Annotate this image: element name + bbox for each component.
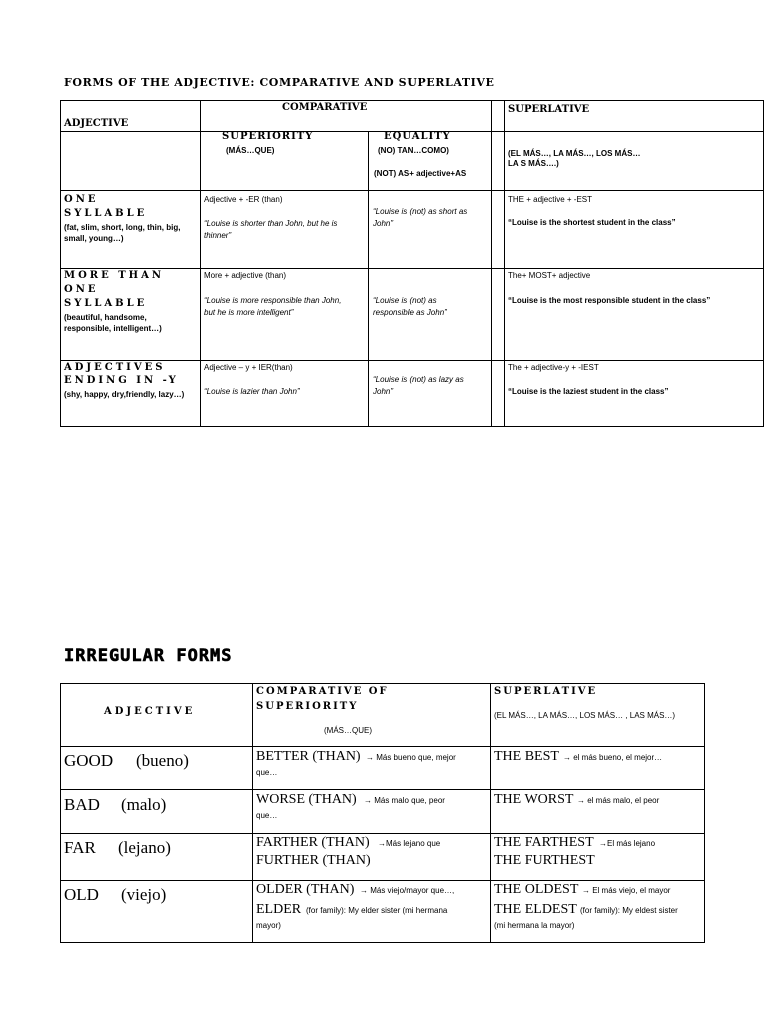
sup-farthest-es: →El más lejano	[599, 839, 656, 848]
irregular-col-comparative-es: (MÁS…QUE)	[324, 726, 372, 735]
comp-worse-es-2: que…	[256, 811, 278, 820]
adj-good: GOOD	[64, 751, 114, 770]
sup-eldest-es-2: (mi hermana la mayor)	[494, 921, 575, 930]
sup-eldest-es: (for family): My eldest sister	[580, 906, 678, 915]
row-ending-y-examples: (shy, happy, dry,friendly, lazy…)	[64, 390, 185, 399]
comp-worse-es: → Más malo que, peor	[364, 796, 445, 805]
adj-old-es: (viejo)	[121, 885, 167, 904]
adj-bad-es: (malo)	[121, 795, 167, 814]
row3-equality-example: “Louise is (not) as lazy as	[373, 375, 464, 384]
row-more-syllables-label-3: SYLLABLE	[64, 298, 148, 309]
row2-superlative-rule: The+ MOST+ adjective	[508, 271, 591, 280]
sup-eldest: THE ELDEST	[494, 902, 577, 917]
col-comparative-header: COMPARATIVE	[282, 102, 368, 113]
irregular-col-comparative: COMPARATIVE OF	[256, 686, 389, 697]
irregular-col-adjective: ADJECTIVE	[104, 706, 196, 717]
sup-best: THE BEST	[494, 749, 559, 764]
row2-equality-example: “Louise is (not) as	[373, 296, 437, 305]
row3-superlative-rule: The + adjective-y + -IEST	[508, 363, 599, 372]
row3-superiority-rule: Adjective – y + IER(than)	[204, 363, 293, 372]
row-one-syllable-examples: (fat, slim, short, long, thin, big, small, young…)	[64, 223, 181, 243]
page-title: FORMS OF THE ADJECTIVE: COMPARATIVE AND SUPERLATIVE	[64, 76, 495, 89]
row2-superiority-example: “Louise is more responsible than John,	[204, 296, 342, 305]
comp-farther: FARTHER (THAN)	[256, 835, 370, 850]
row3-superlative-example: “Louise is the laziest student in the class”	[508, 387, 669, 396]
row-more-syllables-label-2: ONE	[64, 284, 99, 295]
adj-far: FAR	[64, 838, 96, 857]
sup-best-es: → el más bueno, el mejor…	[563, 753, 663, 762]
equality-es: (NO) TAN…COMO)	[378, 146, 449, 155]
col-adjective-header: ADJECTIVE	[64, 118, 129, 129]
row2-equality-example-2: responsible as John”	[373, 308, 447, 317]
comp-farther-es: →Más lejano que	[378, 839, 441, 848]
sup-worst: THE WORST	[494, 792, 574, 807]
comp-further: FURTHER (THAN)	[256, 853, 371, 868]
equality-negative: (NOT) AS+ adjective+AS	[374, 169, 467, 178]
comp-worse: WORSE (THAN)	[256, 792, 357, 807]
sup-oldest-es: → El más viejo, el mayor	[582, 886, 671, 895]
superiority-es: (MÁS…QUE)	[226, 146, 275, 155]
adj-old: OLD	[64, 885, 99, 904]
row2-superiority-rule: More + adjective (than)	[204, 271, 287, 280]
comp-older-es: → Más viejo/mayor que…,	[360, 886, 455, 895]
irregular-col-superlative: SUPERLATIVE	[494, 686, 598, 697]
row1-superiority-rule: Adjective + -ER (than)	[204, 195, 283, 204]
row1-superiority-example: “Louise is shorter than John, but he is	[204, 219, 338, 228]
row3-equality-example-2: John”	[373, 387, 394, 396]
comp-better: BETTER (THAN)	[256, 749, 361, 764]
comp-better-es-2: que…	[256, 768, 278, 777]
row1-equality-example: “Louise is (not) as short as	[373, 207, 468, 216]
adj-bad: BAD	[64, 795, 100, 814]
irregular-col-comparative-2: SUPERIORITY	[256, 701, 359, 712]
row1-equality-example-2: John”	[373, 219, 394, 228]
comp-better-es: → Más bueno que, mejor	[366, 753, 456, 762]
row-more-syllables-examples-2: responsible, intelligent…)	[64, 324, 162, 333]
irregular-forms-title: IRREGULAR FORMS	[64, 646, 233, 666]
comp-elder: ELDER	[256, 902, 302, 917]
row1-superlative-example: “Louise is the shortest student in the class”	[508, 218, 676, 227]
comp-elder-es-2: mayor)	[256, 921, 281, 930]
adj-good-es: (bueno)	[136, 751, 189, 770]
equality-header: EQUALITY	[384, 131, 451, 142]
comp-elder-es: (for family): My elder sister (mi hermana	[306, 906, 448, 915]
superlative-es-2: LA S MÁS….)	[508, 159, 559, 168]
row2-superiority-example-2: but he is more intelligent”	[204, 308, 294, 317]
row-one-syllable-label-2: SYLLABLE	[64, 208, 148, 219]
sup-worst-es: → el más malo, el peor	[577, 796, 660, 805]
comp-older: OLDER (THAN)	[256, 882, 355, 897]
row-ending-y-label-2: ENDING IN -Y	[64, 375, 179, 386]
row-more-syllables-label: MORE THAN	[64, 270, 164, 281]
irregular-col-superlative-es: (EL MÁS…, LA MÁS…, LOS MÁS… , LAS MÁS…)	[494, 711, 676, 720]
sup-oldest: THE OLDEST	[494, 882, 579, 897]
row-ending-y-label: ADJECTIVES	[64, 362, 166, 373]
superiority-header: SUPERIORITY	[222, 131, 314, 142]
row1-superlative-rule: THE + adjective + -EST	[508, 195, 593, 204]
row3-superiority-example: “Louise is lazier than John”	[204, 387, 300, 396]
row-one-syllable-label: ONE	[64, 194, 99, 205]
row2-superlative-example: “Louise is the most responsible student in the class”	[508, 296, 711, 305]
adj-far-es: (lejano)	[118, 838, 171, 857]
sup-furthest: THE FURTHEST	[494, 853, 595, 868]
superlative-es-1: (EL MÁS…, LA MÁS…, LOS MÁS…	[508, 149, 641, 158]
sup-farthest: THE FARTHEST	[494, 835, 594, 850]
row1-superiority-example-2: thinner”	[204, 231, 232, 240]
row-more-syllables-examples: (beautiful, handsome,	[64, 313, 147, 322]
col-superlative-header: SUPERLATIVE	[508, 104, 590, 115]
